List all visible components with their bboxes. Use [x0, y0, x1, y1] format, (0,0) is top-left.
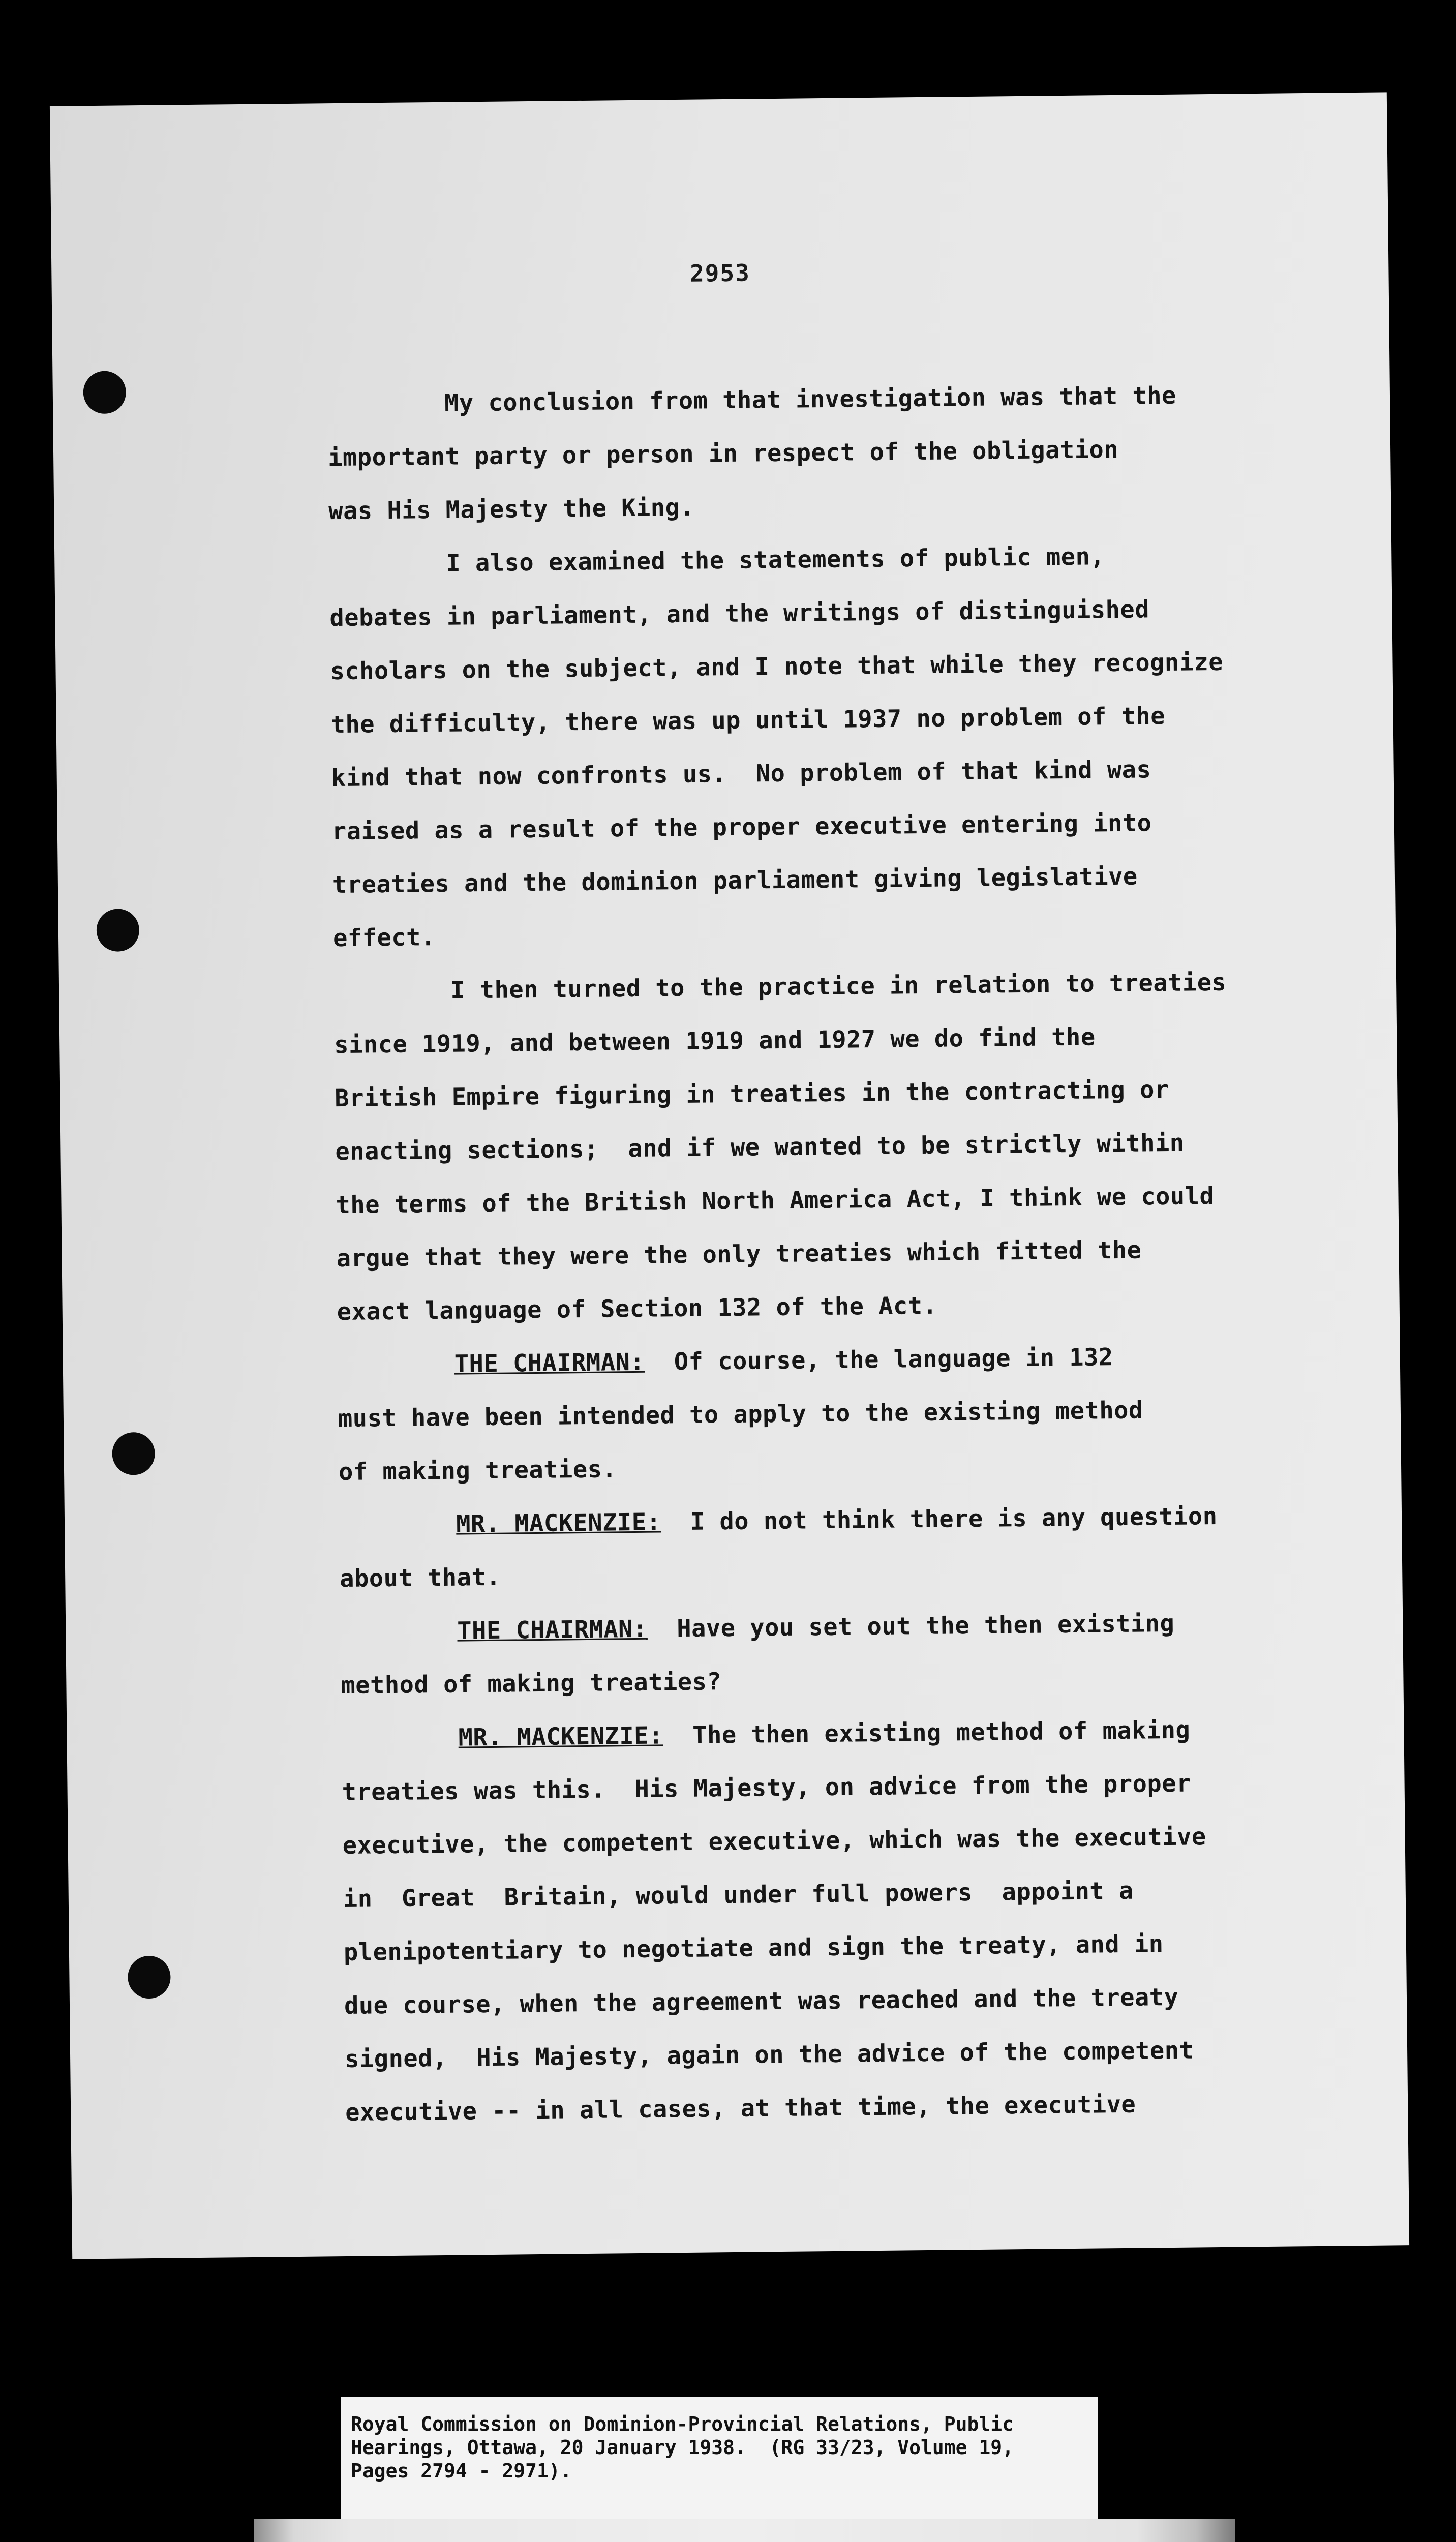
text-line [331, 795, 1323, 858]
text-line [335, 1062, 1326, 1125]
line-text: executive, the competent executive, which was the executive [342, 1823, 1206, 1860]
text-line [328, 474, 1320, 538]
line-text: treaties and the dominion parliament giving legislative [332, 862, 1138, 899]
line-text: raised as a result of the proper executive entering into [331, 809, 1152, 846]
text-line [339, 1489, 1331, 1552]
label-line: Hearings, Ottawa, 20 January 1938. (RG 33/23, Volume 19, [351, 2436, 1014, 2459]
text-line [333, 955, 1325, 1018]
page-number: 2953 [689, 259, 751, 287]
line-text: Have you set out the then existing [647, 1609, 1175, 1643]
text-line [334, 1008, 1326, 1072]
text-line [340, 1595, 1332, 1659]
text-line [342, 1809, 1334, 1872]
text-line [339, 1435, 1330, 1499]
stamp-line [254, 2519, 1235, 2542]
text-line [329, 581, 1321, 645]
line-text: the difficulty, there was up until 1937 no problem of the [330, 702, 1166, 739]
text-line [345, 2076, 1337, 2139]
text-line [343, 1916, 1335, 1979]
text-line [336, 1168, 1327, 1232]
line-text: argue that they were the only treaties which fitted the [336, 1236, 1142, 1273]
punch-hole [112, 1432, 155, 1475]
text-line [327, 368, 1319, 431]
text-line [337, 1328, 1329, 1392]
line-text: enacting sections; and if we wanted to be strictly within [335, 1129, 1185, 1166]
line-text: exact language of Section 132 of the Act. [337, 1291, 937, 1326]
catalog-label [341, 2397, 1098, 2524]
text-line [344, 1969, 1336, 2033]
speaker-name: THE CHAIRMAN: [457, 1615, 648, 1645]
line-text: I do not think there is any question [660, 1502, 1218, 1536]
line-text: about that. [339, 1563, 501, 1593]
line-text: plenipotentiary to negotiate and sign the treaty, and in [343, 1930, 1164, 1967]
punch-hole [96, 909, 139, 952]
text-line [337, 1275, 1328, 1339]
line-text: treaties was this. His Majesty, on advice from the proper [342, 1769, 1192, 1807]
line-text: since 1919, and between 1919 and 1927 we do find the [333, 1023, 1096, 1060]
text-line [331, 741, 1323, 805]
punch-hole [128, 1956, 171, 1999]
line-text: I then turned to the practice in relation to treaties [450, 968, 1227, 1005]
archives-stamp [254, 2519, 1235, 2542]
transcript-body [327, 368, 1337, 2139]
text-line [328, 421, 1320, 485]
document-page [50, 92, 1409, 2259]
line-text: method of making treaties? [341, 1668, 722, 1700]
label-line: Pages 2794 - 2971). [351, 2460, 572, 2482]
line-text: Of course, the language in 132 [644, 1343, 1113, 1376]
line-text: was His Majesty the King. [328, 493, 695, 526]
label-line: Royal Commission on Dominion-Provincial Relations, Public [351, 2413, 1014, 2435]
line-text: due course, when the agreement was reached and the treaty [344, 1983, 1179, 2020]
line-text: must have been intended to apply to the existing method [338, 1396, 1143, 1433]
line-text: important party or person in respect of the obligation [327, 435, 1119, 472]
line-text: of making treaties. [338, 1455, 617, 1487]
text-line [329, 528, 1321, 591]
text-line [338, 1382, 1329, 1445]
text-line [336, 1222, 1328, 1285]
line-text: I also examined the statements of public men, [446, 542, 1105, 578]
text-line [330, 634, 1322, 698]
line-text: signed, His Majesty, again on the advice of the competent [344, 2036, 1194, 2074]
text-line [332, 848, 1324, 912]
line-text: British Empire figuring in treaties in the contracting or [335, 1075, 1169, 1113]
line-text: in Great Britain, would under full powers appoint a [343, 1877, 1134, 1914]
line-text: My conclusion from that investigation was that the [444, 381, 1177, 417]
speaker-name: THE CHAIRMAN: [454, 1348, 645, 1378]
speaker-name: MR. MACKENZIE: [456, 1508, 661, 1538]
text-line [341, 1702, 1333, 1766]
text-line [341, 1649, 1332, 1712]
text-line [335, 1115, 1327, 1178]
line-text: debates in parliament, and the writings of distinguished [329, 595, 1150, 632]
text-line [343, 1862, 1334, 1926]
text-line [342, 1756, 1333, 1819]
line-text: the terms of the British North America Act, I think we could [336, 1182, 1215, 1220]
line-text: scholars on the subject, and I note that while they recognize [330, 648, 1224, 686]
line-text: The then existing method of making [663, 1716, 1191, 1750]
speaker-name: MR. MACKENZIE: [458, 1721, 663, 1752]
text-line [345, 2022, 1337, 2086]
text-line [333, 901, 1325, 965]
text-line [340, 1542, 1331, 1606]
line-text: kind that now confronts us. No problem of that kind was [331, 755, 1151, 793]
line-text: executive -- in all cases, at that time, the executive [345, 2090, 1136, 2127]
text-line [330, 688, 1322, 751]
punch-hole [83, 371, 126, 414]
line-text: effect. [332, 923, 436, 953]
